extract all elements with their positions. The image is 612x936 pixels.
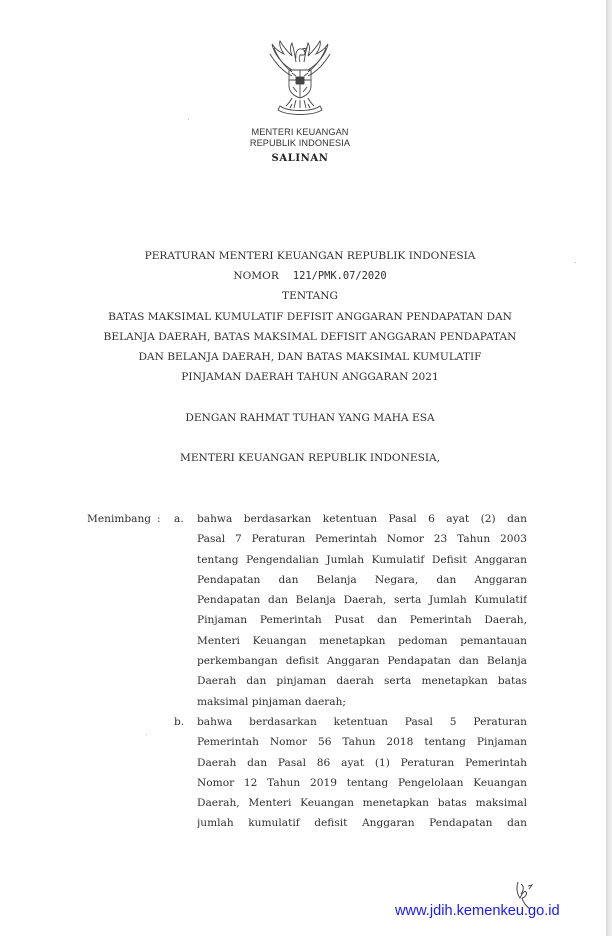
text-line: Daerah dan Pasal 86 ayat (1) Peraturan Pemerintah xyxy=(197,756,527,769)
item-text xyxy=(197,509,527,712)
scan-speck xyxy=(188,119,189,120)
subject-line: BELANJA DAERAH, BATAS MAKSIMAL DEFISIT ANGGARAN PENDAPATAN xyxy=(103,330,517,343)
regulation-title xyxy=(80,246,540,387)
text-line: perkembangan defisit Anggaran Pendapatan dan Belanja xyxy=(197,655,527,668)
jdih-link[interactable]: www.jdih.kemenkeu.go.id xyxy=(395,903,560,919)
nomor-value: 121/PMK.07/2020 xyxy=(292,270,387,283)
considerations-label: Menimbang xyxy=(87,513,152,525)
regulation-type: PERATURAN MENTERI KEUANGAN REPUBLIK INDONESIA xyxy=(144,250,476,262)
text-line: Pemerintah Nomor 56 Tahun 2018 tentang Pinjaman xyxy=(197,736,527,749)
scan-speck xyxy=(146,734,147,735)
subject-line: PINJAMAN DAERAH TAHUN ANGGARAN 2021 xyxy=(181,371,439,384)
text-line: Daerah dan pinjaman daerah serta menetapkan batas xyxy=(197,675,527,688)
issuer-statement: MENTERI KEUANGAN REPUBLIK INDONESIA, xyxy=(179,452,441,464)
org-line-1: MENTERI KEUANGAN xyxy=(251,127,349,137)
text-line: Pinjaman Pemerintah Pusat dan Pemerintah Daerah, xyxy=(197,614,527,627)
issuer-header xyxy=(230,127,370,148)
tentang-label: TENTANG xyxy=(282,290,338,303)
org-line-2: REPUBLIK INDONESIA xyxy=(249,137,351,148)
item-letter: a. xyxy=(174,513,184,525)
page-edge xyxy=(606,0,612,936)
garuda-emblem-icon xyxy=(262,40,338,118)
regulation-number xyxy=(80,266,540,286)
text-line: Menteri Keuangan menetapkan pedoman pemantauan xyxy=(197,634,527,647)
item-text xyxy=(197,712,527,834)
text-line: Pendapatan dan Belanja Negara, dan Anggaran xyxy=(197,573,527,586)
text-line: bahwa berdasarkan ketentuan Pasal 6 ayat (2) dan xyxy=(197,513,527,525)
nomor-label: NOMOR xyxy=(233,270,279,283)
text-line: Nomor 12 Tahun 2019 tentang Pengelolaan Keuangan xyxy=(197,776,527,789)
text-line: maksimal pinjaman daerah; xyxy=(197,695,347,708)
text-line: jumlah kumulatif defisit Anggaran Pendapatan dan xyxy=(197,817,527,830)
scan-speck xyxy=(575,262,576,263)
considerations-colon: : xyxy=(157,513,161,525)
subject-line: DAN BELANJA DAERAH, DAN BATAS MAKSIMAL KUMULATIF xyxy=(138,351,482,364)
subject-line: BATAS MAKSIMAL KUMULATIF DEFISIT ANGGARAN PENDAPATAN DAN xyxy=(108,310,512,323)
text-line: Daerah, Menteri Keuangan menetapkan batas maksimal xyxy=(197,797,527,810)
text-line: Pasal 7 Peraturan Pemerintah Nomor 23 Tahun 2003 xyxy=(197,533,527,546)
text-line: Pendapatan dan Belanja Daerah, serta Jumlah Kumulatif xyxy=(197,594,527,607)
text-line: tentang Pengendalian Jumlah Kumulatif Defisit Anggaran xyxy=(197,553,527,566)
copy-label: SALINAN xyxy=(271,153,329,164)
invocation: DENGAN RAHMAT TUHAN YANG MAHA ESA xyxy=(185,412,435,424)
text-line: bahwa berdasarkan ketentuan Pasal 5 Peraturan xyxy=(197,716,527,728)
item-letter: b. xyxy=(174,716,185,728)
